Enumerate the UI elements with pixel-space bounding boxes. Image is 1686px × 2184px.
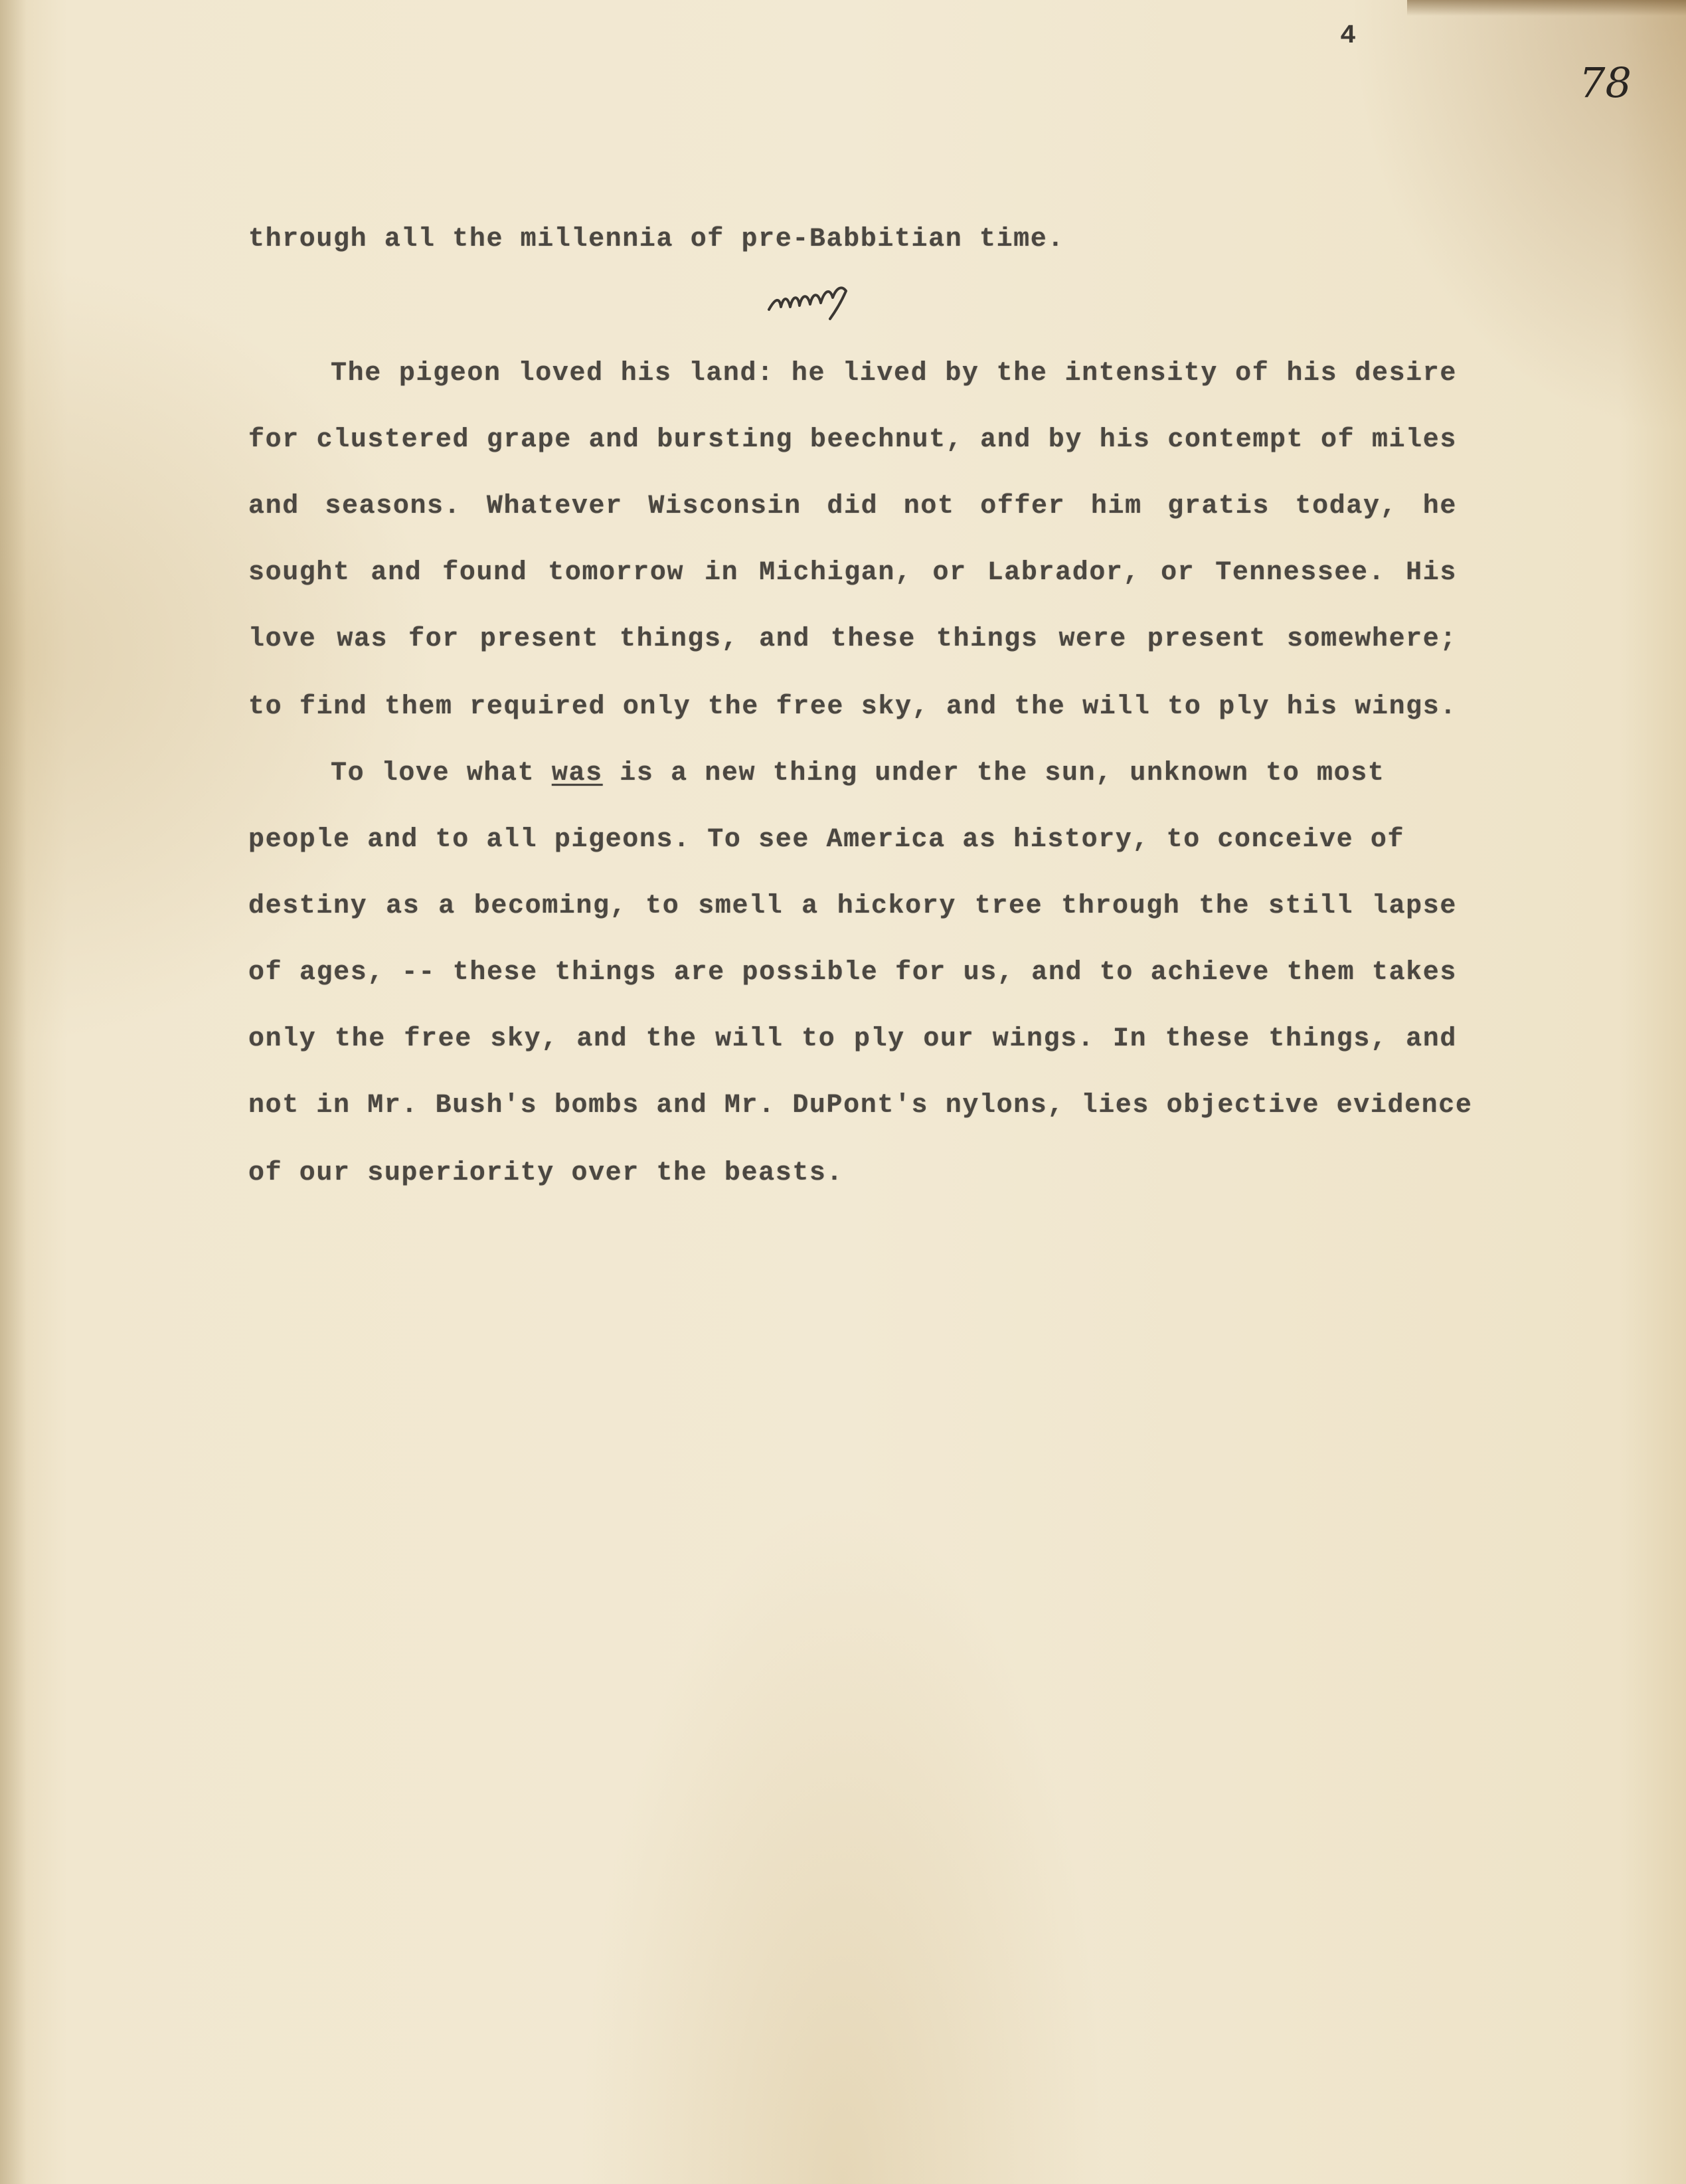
text-line: The pigeon loved his land: he lived by the intensity of his desire: [331, 359, 1457, 389]
text-fragment: is a new thing under the sun, unknown to most: [602, 759, 1385, 788]
text-line: sought and found tomorrow in Michigan, or Labrador, or Tennessee. His: [248, 558, 1457, 588]
text-line: of ages, -- these things are possible for us, and to achieve them takes: [248, 958, 1457, 988]
text-fragment: To love what: [331, 759, 552, 788]
text-line: not in Mr. Bush's bombs and Mr. DuPont's nylons, lies objective evidence: [248, 1091, 1473, 1121]
text-line: [331, 759, 1385, 788]
text-line: love was for present things, and these things were present somewhere;: [248, 624, 1457, 654]
text-line: people and to all pigeons. To see America as history, to conceive of: [248, 825, 1405, 855]
underlined-word: was: [551, 759, 603, 788]
page-stain: [1407, 0, 1686, 16]
page-edge-shading: [0, 0, 27, 2184]
text-line: only the free sky, and the will to ply our wings. In these things, and: [248, 1024, 1457, 1054]
handwritten-folio-number: 78: [1579, 58, 1632, 107]
text-line: of our superiority over the beasts.: [248, 1158, 844, 1188]
page-number: 4: [1340, 21, 1357, 51]
handwritten-flourish-icon: [764, 278, 863, 324]
text-line: and seasons. Whatever Wisconsin did not offer him gratis today, he: [248, 492, 1457, 521]
text-line: for clustered grape and bursting beechnut, and by his contempt of miles: [248, 425, 1457, 455]
text-line: destiny as a becoming, to smell a hickory tree through the still lapse: [248, 891, 1457, 921]
text-line: to find them required only the free sky, and the will to ply his wings.: [248, 692, 1457, 722]
text-line: through all the millennia of pre-Babbitian time.: [248, 225, 1064, 254]
